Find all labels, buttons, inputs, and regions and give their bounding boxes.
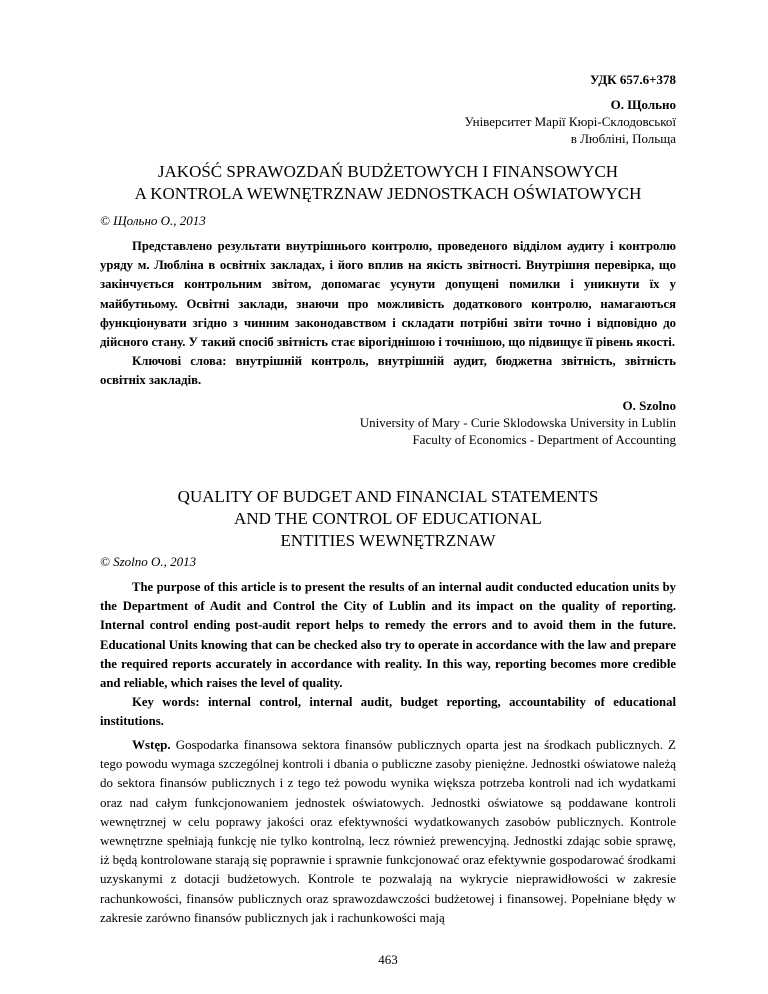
abstract-ua-text: Представлено результати внутрішнього контролю, проведеного відділом аудиту і контролю уряду м. Любліна в освітніх закладах, і його вплив на якість звітності. Внутрішня перевірка, що закінчується контрольним звітом, допомагає усунути допущені помилки і уникнути їх у майбутньому. Освітні заклади, знаючи про можливість додаткового контролю, намагаються функціонувати згідно з чинним законодавством і складати потрібні звіти точно і відповідно до дійсного стану. У такий спосіб звітність стає вірогіднішою і точнішою, що підвищує її рівень якості. bbox=[100, 239, 676, 350]
en-author-block bbox=[276, 397, 676, 448]
copyright-ua: © Щольно О., 2013 bbox=[100, 213, 206, 228]
en-author-name: O. Szolno bbox=[622, 398, 676, 413]
page-number: 463 bbox=[378, 952, 398, 967]
body-lead-heading: Wstęp. bbox=[132, 737, 171, 752]
abstract-ukrainian bbox=[100, 237, 676, 391]
udk-code: УДК 657.6+378 bbox=[589, 72, 676, 87]
title-english-line3: ENTITIES WEWNĘTRZNAW bbox=[280, 531, 496, 550]
ua-author-block bbox=[276, 96, 676, 147]
abstract-ua-keywords: Ключові слова: внутрішній контроль, внутрішній аудит, бюджетна звітність, звітність освітніх закладів. bbox=[100, 354, 676, 388]
abstract-en-text: The purpose of this article is to present the results of an internal audit conducted education units by the Department of Audit and Control the City of Lublin and its impact on the quality of reporting. Internal control ending post-audit report helps to remedy the errors and to avoid them in the future. Educational Units knowing that can be checked also try to operate in accordance with the law and prepare the required reports accurately in accordance with reality. In this way, reporting becomes more credible and reliable, which raises the level of quality. bbox=[100, 580, 676, 691]
body-paragraph-text: Gospodarka finansowa sektora finansów publicznych oparta jest na środkach publicznych. Z tego powodu wymaga szczególnej kontroli i dbania o publiczne zasoby pieniężne. Jednostki oświatowe należą do sektora finansów publicznych i z tego też powodu wynika większa potrzeba kontroli nad ich wydatkami oraz nad całym funkcjonowaniem jednostek oświatowych. Jednostki oświatowe są poddawane kontroli wewnętrznej w celu poprawy jakości oraz efektywności wydatkowanych zasobów publicznych. Kontrole wewnętrzne spełniają funkcję nie tylko kontrolną, lecz również prewencyjną. Jednostki zdając sobie sprawę, iż będą kontrolowane starają się poprawnie i sprawnie funkcjonować oraz efektywnie gospodarować środkami uzyskanymi z dotacji budżetowych. Kontrole te pozwalają na wykrycie nieprawidłowości w zakresie rachunkowości, finansów publicznych oraz sprawozdawczości budżetowej i finansowej. Popełniane błędy w zakresie zarówno finansów publicznych jak i rachunkowości mają bbox=[100, 737, 676, 925]
title-english-line2: AND THE CONTROL OF EDUCATIONAL bbox=[234, 509, 542, 528]
title-polish-line1: JAKOŚĆ SPRAWOZDAŃ BUDŻETOWYCH I FINANSOWYCH bbox=[157, 162, 619, 181]
en-affiliation-line1: University of Mary - Curie Sklodowska University in Lublin bbox=[359, 415, 676, 430]
en-affiliation-line2: Faculty of Economics - Department of Accounting bbox=[412, 432, 676, 447]
abstract-english bbox=[100, 578, 676, 732]
ua-affiliation-line2: в Любліні, Польща bbox=[570, 131, 676, 146]
copyright-en: © Szolno O., 2013 bbox=[100, 554, 197, 569]
body-paragraph bbox=[100, 735, 676, 927]
title-polish-line2: A KONTROLA WEWNĘTRZNAW JEDNOSTKACH OŚWIATOWYCH bbox=[134, 184, 642, 203]
body-section bbox=[100, 735, 676, 927]
title-english bbox=[100, 486, 676, 552]
ua-author-name: О. Щольно bbox=[610, 97, 676, 112]
title-english-line1: QUALITY OF BUDGET AND FINANCIAL STATEMENTS bbox=[177, 487, 599, 506]
ua-affiliation-line1: Університет Марії Кюрі-Склодовської bbox=[464, 114, 676, 129]
paper-page bbox=[100, 0, 676, 994]
title-polish bbox=[100, 161, 676, 205]
abstract-en-keywords: Key words: internal control, internal audit, budget reporting, accountability of educational institutions. bbox=[100, 695, 676, 729]
